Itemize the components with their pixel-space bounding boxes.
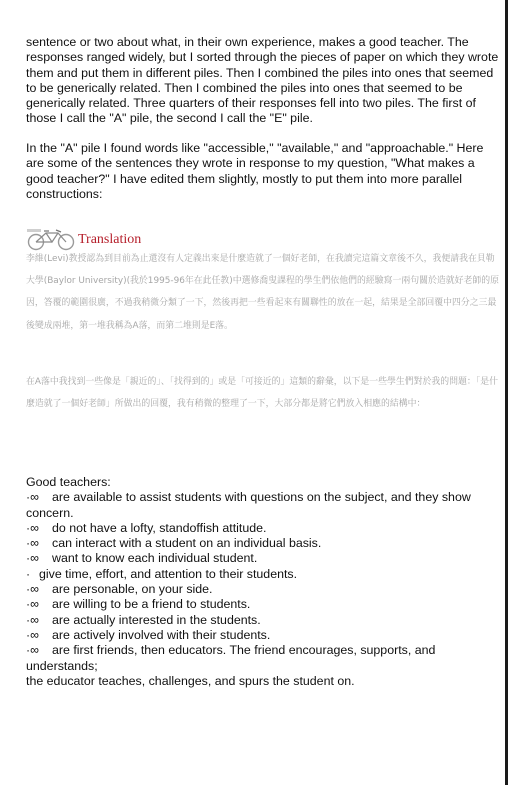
list-item-text: are first friends, then educators. The friend encourages, supports, and understands;	[26, 643, 436, 673]
translation-paragraph-1: 李維(Levi)教授認為到目前為止還沒有人定義出來是什麼造就了一個好老師，在我讀完這篇文章後不久，我便請我在貝勒大學(Baylor University)(我於1995-96年在此任教)中選修喬叟課程的學生們依他們的經驗寫一兩句關於造就好老師的原因，答覆的範圍很廣，不過我稍微分類了一下，然後再把一些看起來有關聯性的放在一起，結果是全部回覆中四分之三最後變成兩堆，第一堆我稱為A落，而第二堆則是E落。	[26, 254, 499, 331]
bullet-mark: ·∞	[26, 551, 39, 566]
list-item	[26, 490, 500, 521]
bullet-mark: ·∞	[26, 536, 39, 551]
list-item	[26, 628, 500, 643]
list-closing-line: the educator teaches, challenges, and spurs the student on.	[26, 673, 355, 688]
list-item-text: do not have a lofty, standoffish attitude.	[52, 520, 267, 535]
list-item-text: are personable, on your side.	[52, 582, 213, 597]
list-item	[26, 521, 500, 536]
bullet-mark: ·∞	[26, 612, 39, 627]
list-item	[26, 536, 500, 551]
list-item	[26, 613, 500, 628]
intro-paragraph-2: In the "A" pile I found words like "accessible," "available," and "approachable." Here are some of the sentences they wrote in response to my question, "What makes a good teacher?" I have edited them slightly, mostly to put them into more parallel constructions:	[26, 141, 484, 201]
list-item-text: are available to assist students with questions on the subject, and they show concern.	[26, 490, 471, 520]
list-item	[26, 643, 500, 674]
bullet-mark: ·	[26, 566, 31, 581]
list-item-text: are willing to be a friend to students.	[52, 597, 251, 612]
list-item-text: are actively involved with their students.	[52, 627, 271, 642]
bullet-mark: ·∞	[26, 582, 39, 597]
list-item	[26, 567, 500, 582]
list-item-text: can interact with a student on an individual basis.	[52, 536, 322, 551]
translation-label: Translation	[78, 232, 142, 247]
list-item-text: are actually interested in the students.	[52, 612, 261, 627]
list-item-text: want to know each individual student.	[52, 551, 258, 566]
bullet-mark: ·∞	[26, 490, 39, 505]
bullet-mark: ·∞	[26, 597, 39, 612]
intro-paragraph-1: sentence or two about what, in their own experience, makes a good teacher. The responses ranged widely, but I sorted through the pieces of paper on which they wrote them and put them in different piles. Then I combined the piles into ones that seemed to be generically related. Then I combined the piles into ones that seemed to be generically related. Three quarters of their responses fell into two piles. The first of those I call the "A" pile, the second I call the "E" pile.	[26, 35, 499, 126]
list-item-text: give time, effort, and attention to their students.	[39, 566, 298, 581]
bullet-mark: ·∞	[26, 643, 39, 658]
good-teachers-list	[26, 475, 500, 689]
list-item	[26, 597, 500, 612]
bullet-mark: ·∞	[26, 627, 39, 642]
translation-paragraph-2: 在A落中我找到一些像是「親近的」、「找得到的」或是「可接近的」這類的辭彙，以下是一些學生們對於我的問題：「是什麼造就了一個好老師」所做出的回覆，我有稍微的整理了一下，大部分都是將它們放入相應的結構中：	[26, 377, 498, 410]
bullet-mark: ·∞	[26, 520, 39, 535]
list-item	[26, 582, 500, 597]
list-item	[26, 551, 500, 566]
list-heading: Good teachers:	[26, 475, 111, 489]
list-items	[26, 490, 500, 674]
